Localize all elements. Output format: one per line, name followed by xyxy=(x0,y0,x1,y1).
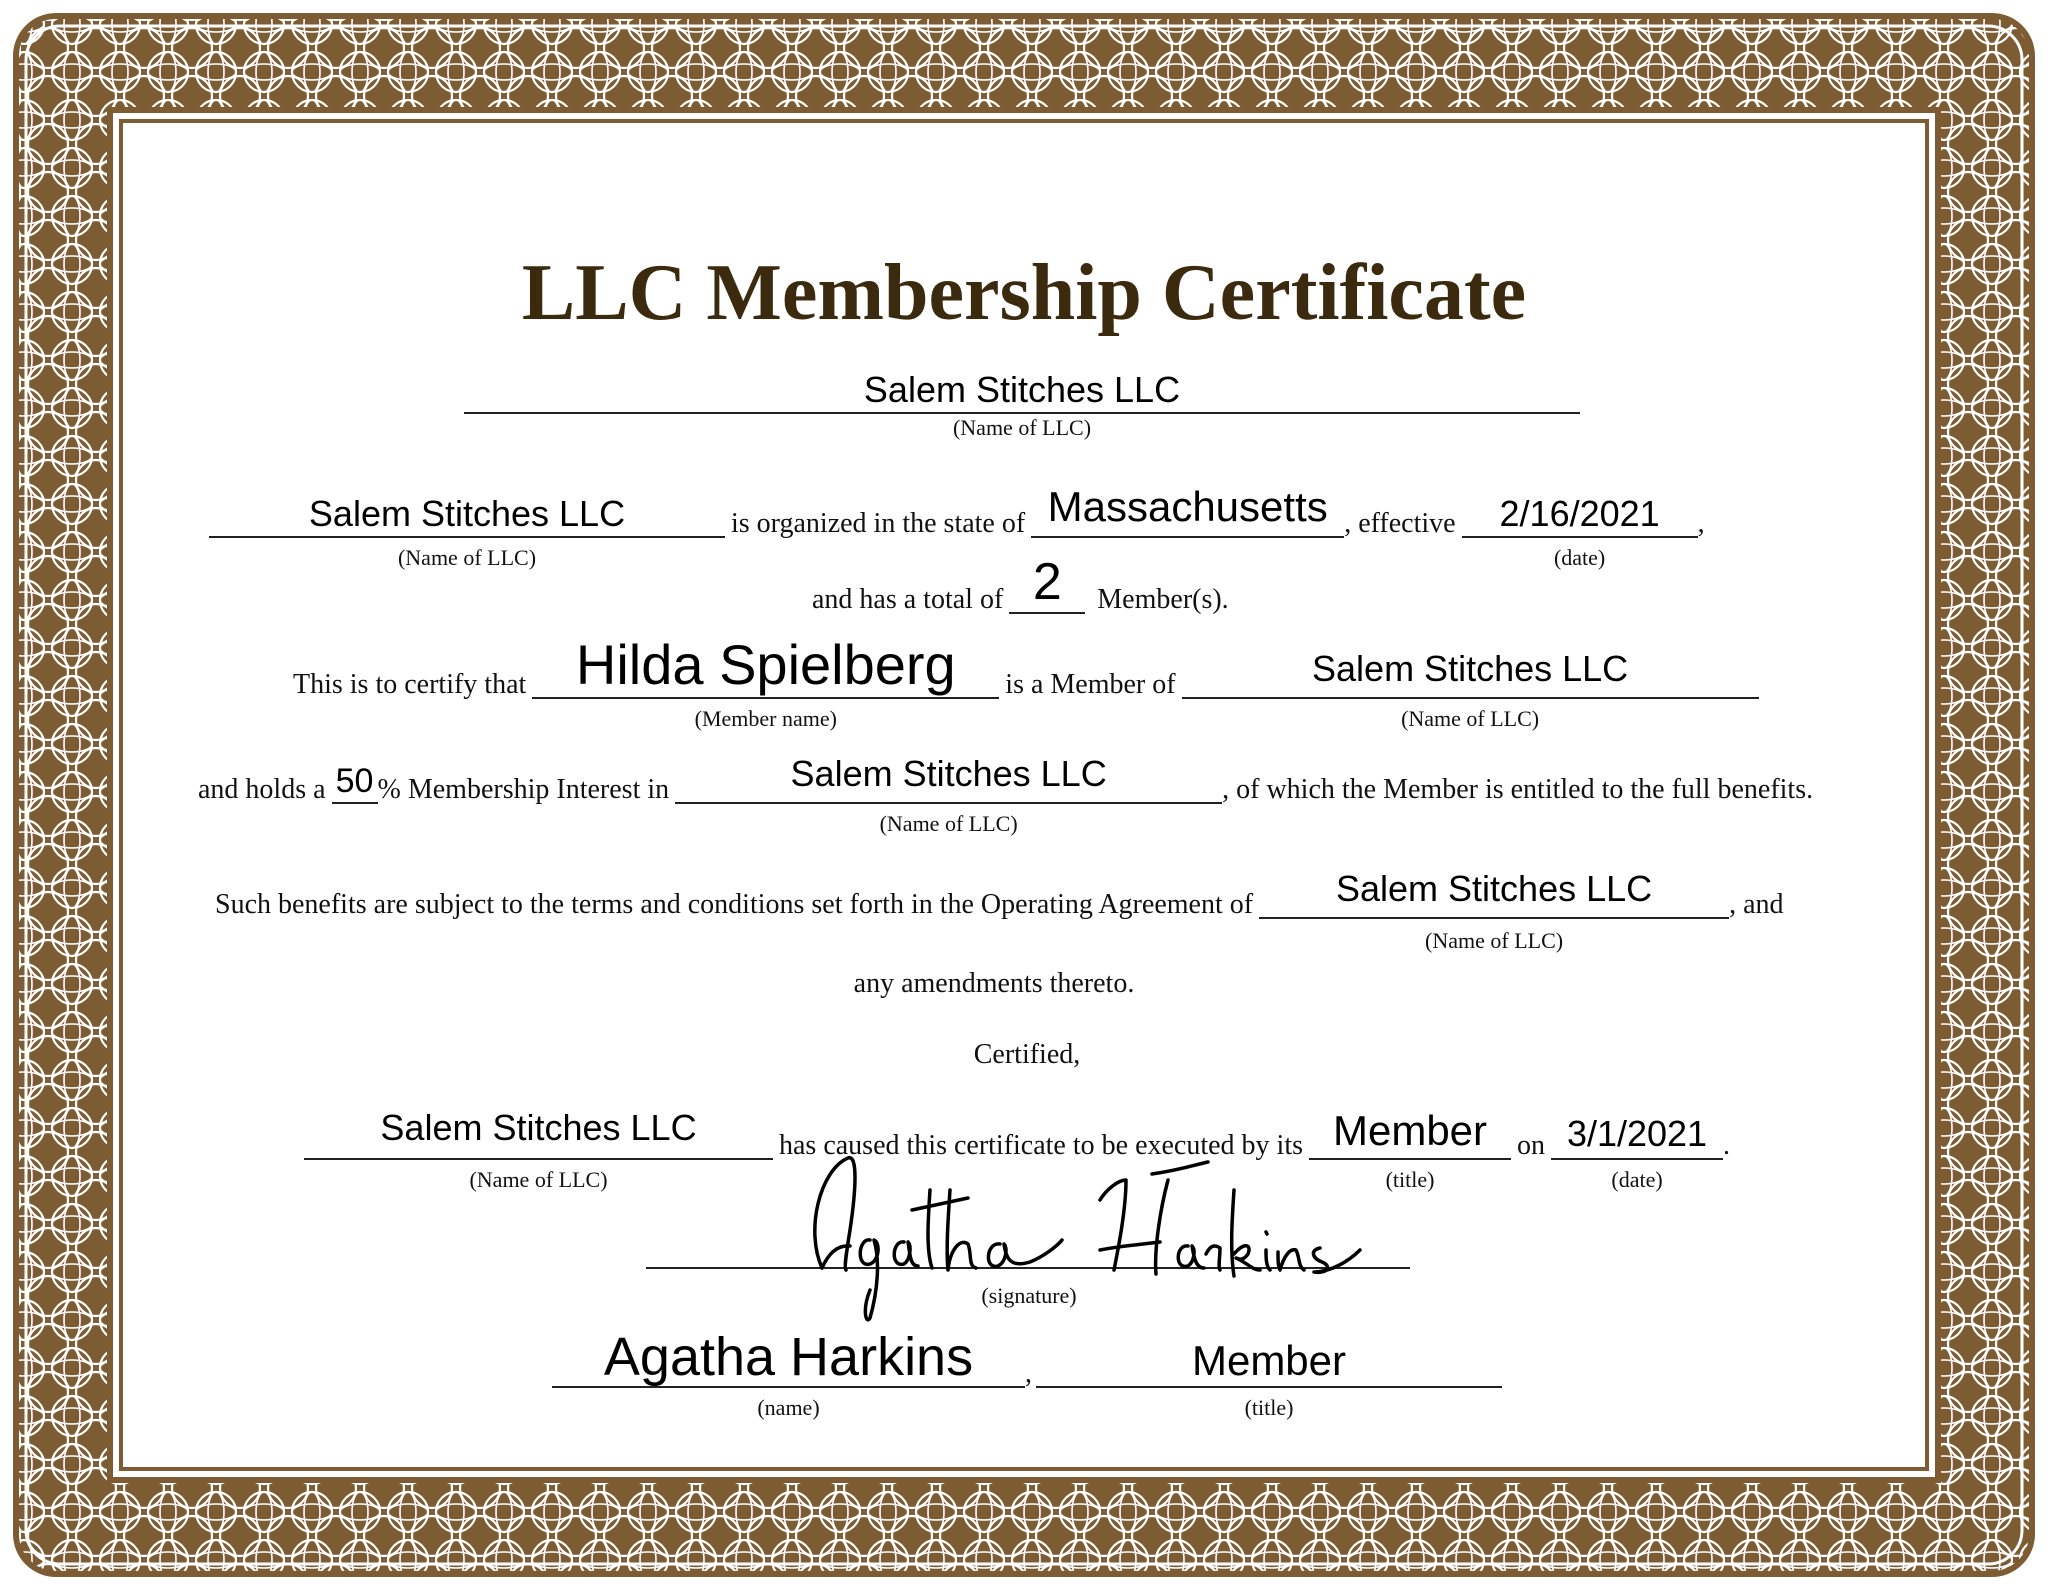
llc-name-field: Salem Stitches LLC (Name of LLC) xyxy=(209,484,725,538)
certificate-title: LLC Membership Certificate xyxy=(521,249,1527,337)
llc-name-field: Salem Stitches LLC (Name of LLC) xyxy=(464,360,1580,414)
state-field: Massachusetts xyxy=(1031,484,1344,538)
llc-name-field: Salem Stitches LLC (Name of LLC) xyxy=(675,750,1222,804)
signer-title-field: Member (title) xyxy=(1036,1330,1502,1388)
amendments-text: any amendments thereto. xyxy=(853,968,1135,999)
llc-name-field: Salem Stitches LLC (Name of LLC) xyxy=(1182,645,1759,699)
llc-name-field: Salem Stitches LLC (Name of LLC) xyxy=(304,1106,773,1160)
organized-text: is organized in the state of xyxy=(731,508,1026,539)
certified-text: Certified, xyxy=(973,1039,1081,1070)
executing-title-field: Member (title) xyxy=(1309,1106,1511,1160)
llc-name-field: Salem Stitches LLC (Name of LLC) xyxy=(1259,865,1729,919)
signer-name-field: Agatha Harkins (name) xyxy=(552,1330,1025,1388)
member-name-field: Hilda Spielberg (Member name) xyxy=(532,645,999,699)
percent-field: 50 xyxy=(332,750,378,804)
caption-name-of-llc: (Name of LLC) xyxy=(952,415,1092,440)
execution-date-field: 3/1/2021 (date) xyxy=(1551,1106,1723,1160)
caption-signature: (signature) xyxy=(981,1283,1077,1308)
effective-date-field: 2/16/2021 (date) xyxy=(1462,484,1698,538)
member-count-field: 2 xyxy=(1009,560,1085,614)
